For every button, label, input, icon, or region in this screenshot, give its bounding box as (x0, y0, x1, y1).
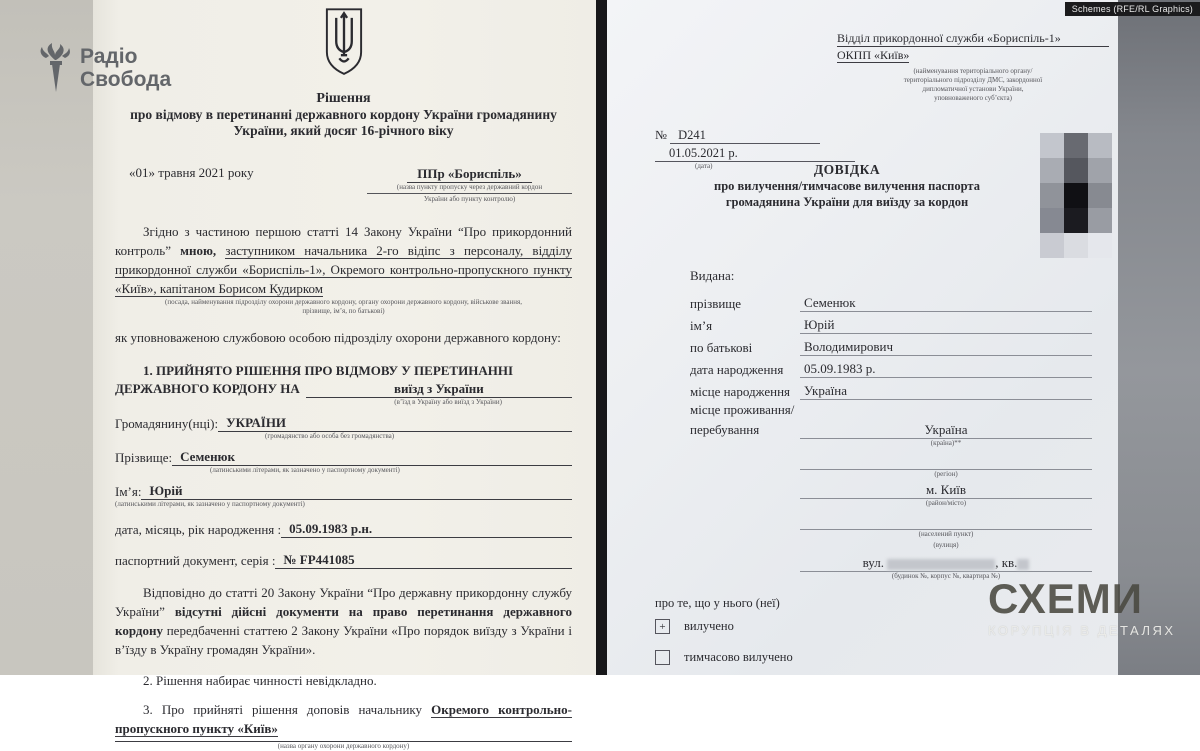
certificate-subtitle-2: громадянина України для виїзду за кордон (725, 195, 969, 209)
firstname-row: Ім’я: Юрій (115, 483, 572, 500)
residence-label: місце проживання/ перебування (690, 402, 795, 437)
reported-to-underlined: Окремого контрольно-пропускного пункту «Київ» (115, 702, 572, 736)
decision-subtitle-1: про відмову в перетинанні державного кордону України громадянину (130, 107, 557, 122)
date-caption: (дата) (695, 162, 713, 170)
officer-details-underlined: заступником начальника 2-го відіпс з персоналу, відділу прикордонної служби «Бориспіль-1», Окремого контрольно-пропускного пункту «Київ», капітаном Борисом Кудирком (115, 243, 573, 296)
field-row-patronymic: по батькові Володимирович (690, 334, 1092, 356)
item3-caption: (назва органу охорони державного кордону) (277, 742, 410, 750)
documents-divider (596, 0, 607, 675)
surname-caption: (латинськими літерами, як зазначено у паспортному документі) (210, 466, 400, 474)
graphics-credit: Schemes (RFE/RL Graphics) (1065, 2, 1200, 16)
grounds-paragraph: Відповідно до статті 20 Закону України “Про державну прикордонну службу України” відсутні дійсні документи на право перетинання державного кордону передбаченні статтею 2 Закону України «Про порядок виїзду з України і в’їзду в Україну громадян України». (115, 585, 572, 657)
document-refusal-decision (93, 0, 596, 750)
censored-street-name (887, 559, 995, 570)
authority-line-2: ОКПП «Київ» (837, 48, 910, 62)
schemes-logo (988, 575, 1176, 638)
residence-country: Україна (800, 422, 1092, 439)
field-value-surname: Семенюк (800, 295, 1092, 312)
temp-seized-checkbox-empty (655, 650, 670, 665)
officer-caption-2: прізвище, ім’я, по батькові) (302, 307, 385, 315)
seizure-status-block (655, 596, 793, 665)
grounds-bold: відсутні дійсні документи на право перетинання державного кордону (115, 604, 572, 638)
authority-caption-2: територіального підрозділу ДМС, закордонної (903, 76, 1043, 84)
authorized-person-line: як уповноваженою службовою особою підрозділу охорони державного кордону: (115, 330, 561, 345)
torch-icon (38, 42, 72, 94)
citizenship-value: УКРАЇНИ (218, 415, 572, 432)
decision-item3: 3. Про прийняті рішення доповів начальнику Окремого контрольно-пропускного пункту «Київ» (115, 702, 572, 736)
radio-svoboda-wordmark: Радіо Свобода (80, 45, 172, 91)
checkpoint-name: ППр «Бориспіль» (407, 166, 532, 183)
field-value-birthdate: 05.09.1983 р. (800, 361, 1092, 378)
decision-title: Рішення (316, 91, 371, 106)
officer-caption-1: (посада, найменування підрозділу охорони державного кордону, органу охорони державного кордону, військове звання, (165, 298, 522, 306)
city-value: м. Київ (800, 482, 1092, 499)
decision-date: «01» травня 2021 року (129, 165, 254, 180)
surname-value: Семенюк (172, 449, 572, 466)
address-caption: (будинок №, корпус №, квартира №) (891, 572, 1001, 580)
street-row: вул. , кв. (800, 555, 1092, 572)
birthdate-value: 05.09.1983 р.н. (281, 521, 572, 538)
decision-item1-line1: 1. ПРИЙНЯТО РІШЕННЯ ПРО ВІДМОВУ У ПЕРЕТИНАННІ (143, 363, 513, 378)
firstname-value: Юрій (141, 483, 572, 500)
birthdate-row: дата, місяць, рік народження : 05.09.1983 р.н. (115, 521, 572, 538)
issued-label: Видана: (690, 268, 735, 283)
surname-row: Прізвище: Семенюк (115, 449, 572, 466)
checkpoint-caption-1: (назва пункту пропуску через державний кордон (367, 183, 572, 194)
field-row-firstname: ім’я Юрій (690, 312, 1092, 334)
censored-photo-mosaic (1040, 133, 1112, 258)
field-row-birthplace: місце народження Україна (690, 378, 1092, 400)
residence-country-caption: (країна)** (930, 439, 962, 447)
decision-item1-line2: ДЕРЖАВНОГО КОРДОНУ НА виїзд з України (115, 381, 572, 398)
decision-item2: 2. Рішення набирає чинності невідкладно. (143, 673, 377, 688)
schemes-tagline: КОРУПЦІЯ В ДЕТАЛЯХ (988, 623, 1176, 638)
field-row-birthdate: дата народження 05.09.1983 р. (690, 356, 1092, 378)
certificate-number: D241 (670, 128, 820, 144)
residence-block (690, 400, 1092, 581)
passport-value: № FP441085 (275, 552, 572, 569)
citizenship-caption: (громадянство або особа без громадянства) (265, 432, 395, 440)
direction-caption: (в’їзд в Україну або виїзд з України) (394, 398, 502, 406)
censored-apartment-number (1017, 559, 1029, 570)
document-seizure-certificate (607, 0, 1118, 675)
region-line (800, 452, 1092, 470)
authority-caption-3: дипломатичної установи України, (922, 85, 1024, 93)
field-value-birthplace: Україна (800, 383, 1092, 400)
settlement-line (800, 512, 1092, 530)
street-caption: (вулиця) (933, 541, 959, 549)
certificate-date: 01.05.2021 р. (655, 146, 855, 162)
seized-label: вилучено (684, 619, 734, 633)
passport-row: паспортний документ, серія : № FP441085 (115, 552, 572, 569)
temp-seized-label: тимчасово вилучено (684, 650, 793, 664)
field-row-surname: прізвище Семенюк (690, 290, 1092, 312)
seizure-statement: про те, що у нього (неї) (655, 596, 780, 610)
seized-option-row (655, 619, 793, 634)
radio-svoboda-logo (38, 42, 171, 94)
firstname-caption: (латинськими літерами, як зазначено у паспортному документі) (115, 500, 305, 508)
checkpoint-caption-2: України або пункту контролю) (423, 195, 516, 203)
citizenship-row: Громадянину(нці): УКРАЇНИ (115, 415, 572, 432)
field-value-patronymic: Володимирович (800, 339, 1092, 356)
authority-caption-1: (найменування територіального органу/ (913, 67, 1033, 75)
region-caption: (регіон) (934, 470, 958, 478)
direction-value: виїзд з України (306, 381, 572, 398)
settlement-caption: (населений пункт) (918, 530, 974, 538)
certificate-subtitle-1: про вилучення/тимчасове вилучення паспорта (714, 179, 980, 193)
certificate-title-block (637, 162, 1057, 210)
legal-basis-paragraph: Згідно з частиною першою статті 14 Закону України “Про прикордонний контроль” мною, заступником начальника 2-го відіпс з персоналу, відділу прикордонної служби «Бориспіль-1», Окремого контрольно-пропускного пункту «Київ», капітаном Борисом Кудирком (115, 224, 573, 296)
background-strip-left (0, 0, 93, 675)
authority-caption-4: уповноваженого суб’єкта) (934, 94, 1012, 102)
authority-line-1: Відділ прикордонної служби «Бориспіль-1» (837, 30, 1109, 47)
certificate-title: ДОВІДКА (813, 162, 881, 177)
field-value-firstname: Юрій (800, 317, 1092, 334)
date-checkpoint-row (115, 165, 572, 204)
schemes-wordmark: СХЕМИ (988, 575, 1143, 622)
issuing-authority-block (837, 30, 1109, 103)
decision-subtitle-2: України, який досяг 16-річного віку (233, 123, 454, 138)
background-strip-right (1118, 0, 1200, 675)
number-label: № (655, 128, 667, 142)
seized-checkbox-checked: + (655, 619, 670, 634)
ukraine-trident-emblem (320, 7, 368, 77)
city-caption: (район/місто) (925, 499, 967, 507)
person-fields (690, 290, 1092, 400)
checkpoint-block (367, 165, 572, 204)
temp-seized-option-row (655, 650, 793, 665)
